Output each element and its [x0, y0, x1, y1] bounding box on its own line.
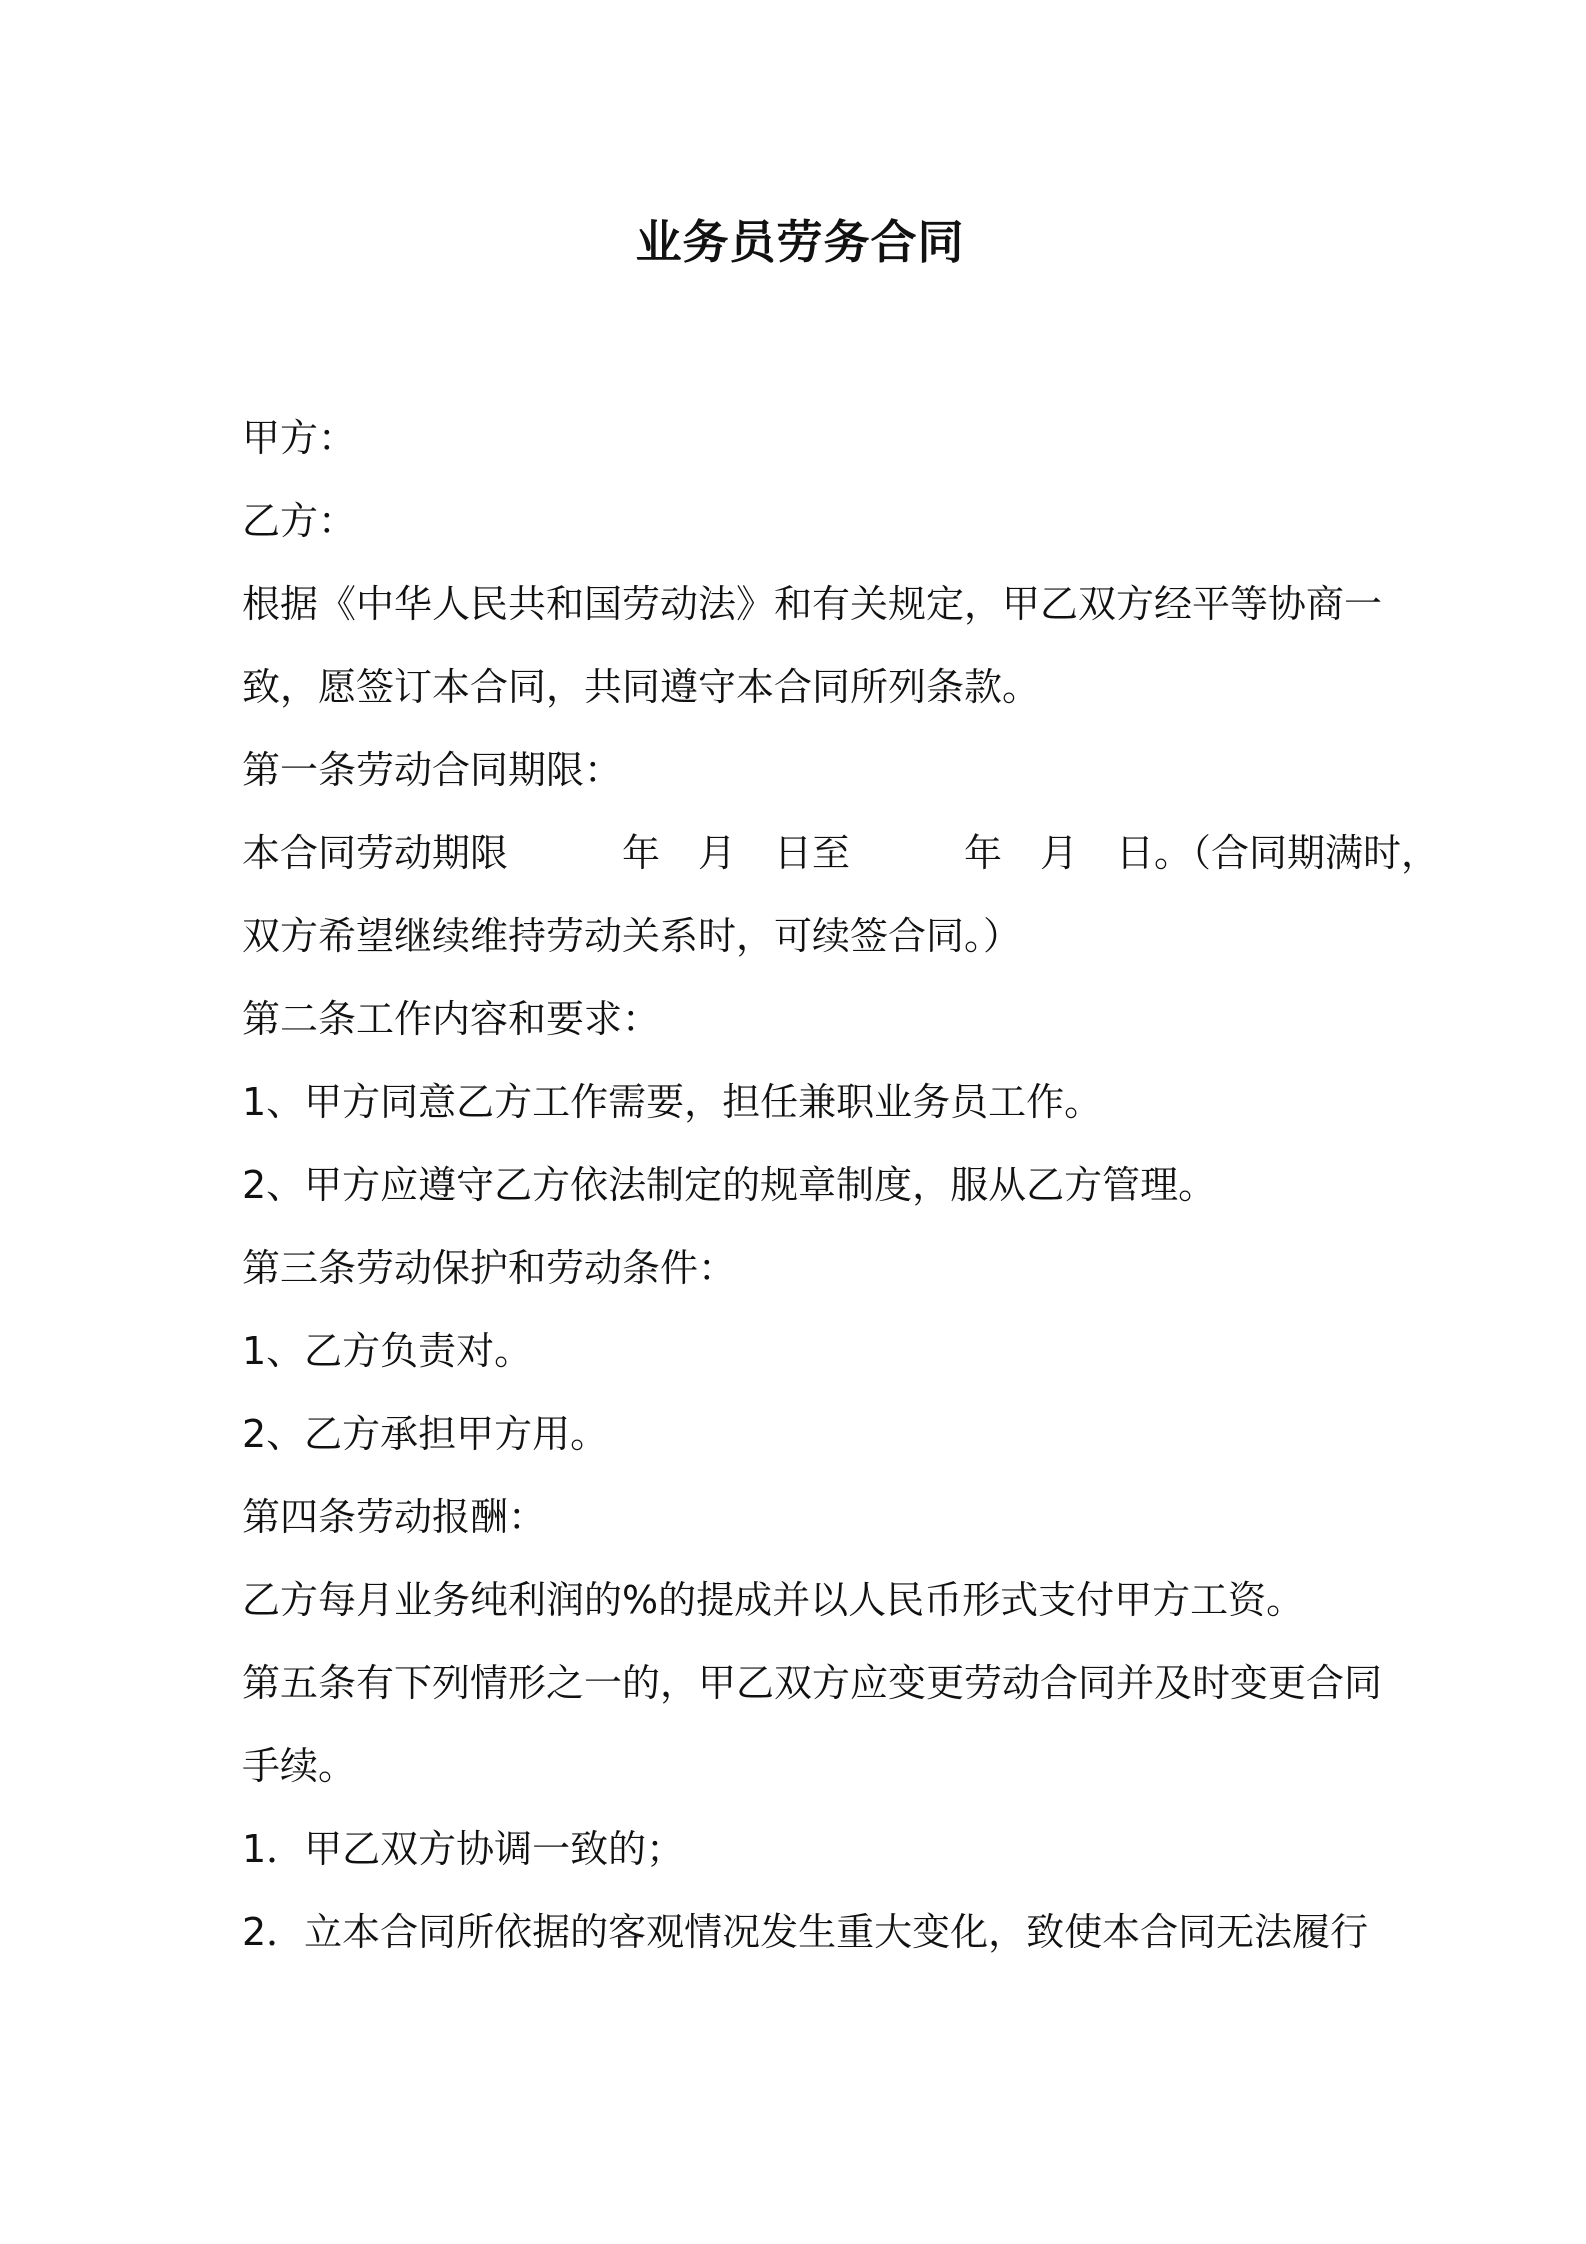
article-1-heading: 第一条劳动合同期限：: [242, 748, 623, 792]
preamble-line-1: 根据《中华人民共和国劳动法》和有关规定，甲乙双方经平等协商一: [242, 582, 1383, 626]
article-5-item-1: 1．甲乙双方协调一致的；: [242, 1827, 685, 1871]
document-title: 业务员劳务合同: [635, 215, 965, 269]
article-3-heading: 第三条劳动保护和劳动条件：: [242, 1246, 737, 1290]
article-4-text: 乙方每月业务纯利润的%的提成并以人民币形式支付甲方工资。: [242, 1578, 1305, 1622]
article-1-text-1: 本合同劳动期限 年 月 日至 年 月 日。（合同期满时，: [242, 831, 1440, 875]
article-2-item-1: 1、甲方同意乙方工作需要，担任兼职业务员工作。: [242, 1080, 1103, 1124]
article-5-heading-2: 手续。: [242, 1744, 357, 1788]
article-5-item-2: 2．立本合同所依据的客观情况发生重大变化，致使本合同无法履行: [242, 1910, 1369, 1954]
article-5-heading-1: 第五条有下列情形之一的，甲乙双方应变更劳动合同并及时变更合同: [242, 1661, 1383, 1705]
preamble-line-2: 致，愿签订本合同，共同遵守本合同所列条款。: [242, 665, 1041, 709]
article-1-text-2: 双方希望继续维持劳动关系时，可续签合同。）: [242, 914, 1022, 958]
article-3-item-2: 2、乙方承担甲方用。: [242, 1412, 609, 1456]
article-4-heading: 第四条劳动报酬：: [242, 1495, 547, 1539]
article-2-heading: 第二条工作内容和要求：: [242, 997, 661, 1041]
party-b-line: 乙方：: [242, 499, 357, 543]
article-2-item-2: 2、甲方应遵守乙方依法制定的规章制度，服从乙方管理。: [242, 1163, 1217, 1207]
party-a-line: 甲方：: [242, 416, 357, 460]
article-3-item-1: 1、乙方负责对。: [242, 1329, 533, 1373]
